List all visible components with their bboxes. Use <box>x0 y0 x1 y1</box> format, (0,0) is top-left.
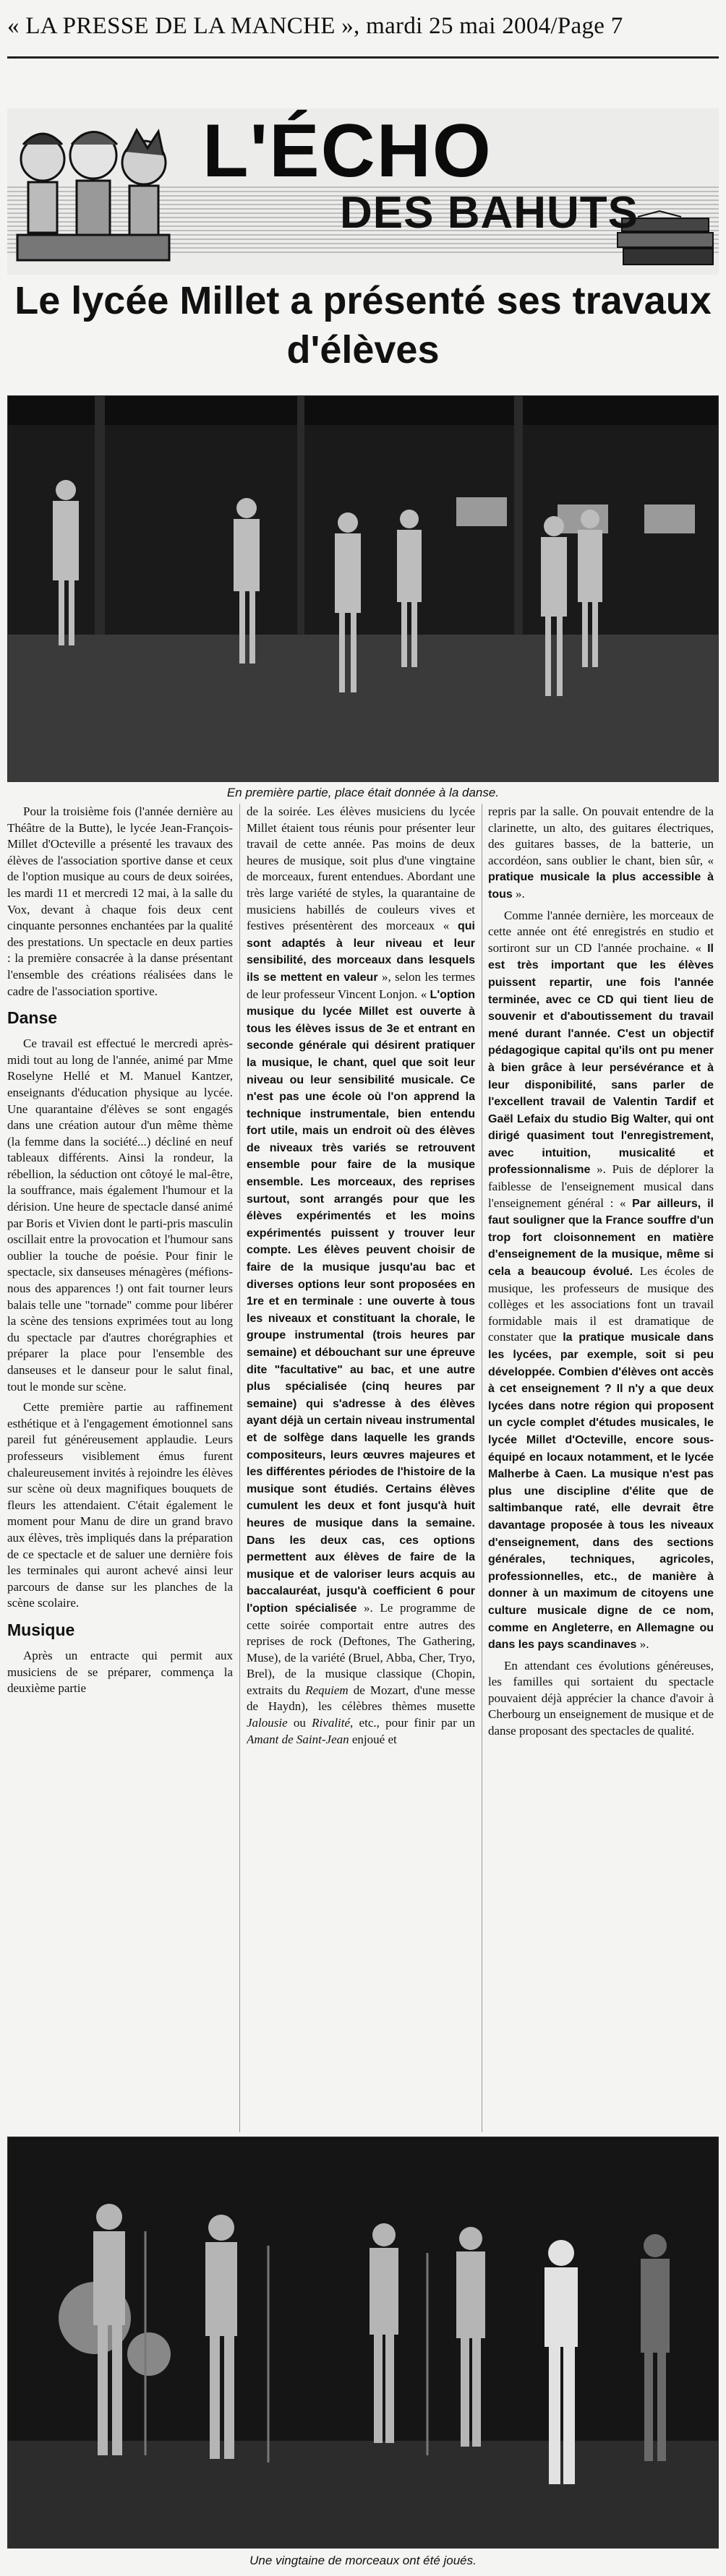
photo-caption-top: En première partie, place était donnée à la danse. <box>226 786 500 799</box>
text-run: ». Puis de déplorer la faiblesse de l'enseignement musical dans l'enseignement général : « <box>488 1162 714 1210</box>
subheading-musique: Musique <box>7 1620 75 1639</box>
text-run: Les écoles de musique, les professeurs de musique des collèges et les associations font un travail formidable mais il est dramatique de constater que <box>488 1264 714 1344</box>
article-column-1 <box>7 804 233 2132</box>
work-title: Requiem <box>305 1683 349 1697</box>
text-run: , etc., pour finir par un <box>350 1716 475 1730</box>
text-run: de la soirée. Les élèves musiciens du lycée Millet étaient tous réunis pour présenter leur travail de cette année. Pas moins de deux heures de musique, soit plus d'une vingtaine de morceaux, furent entendues. Abordant une très large variété de styles, la quarantaine de musiciens habillés de couleurs vives et festives présentèrent des morceaux « <box>247 804 475 933</box>
text-run: ». <box>636 1637 649 1652</box>
text-run: repris par la salle. On pouvait entendre de la clarinette, un alto, des guitares électriques, des guitares basses, de la batterie, un accordéon, sans oublier le chant, bien sûr, « <box>488 804 714 867</box>
work-title: Amant de Saint-Jean <box>247 1732 349 1746</box>
quote-bold: L'option musique du lycée Millet est ouverte à tous les élèves issus de 3e et entrant en seconde générale qui désirent pratiquer la musique, le chant, quel que soit leur niveau ou leur sensibilité musicale. Ce n'est pas une école où l'on apprend la technique instrumentale, bien entendu fort utile, mais un endroit où des élèves de niveaux très variés se retrouvent ensemble pour faire de la musique ensemble. Les morceaux, des reprises surtout, sont arrangés pour que les élèves expérimentés et les moins expérimentés puissent y trouver leur compte. Les élèves peuvent choisir de faire de la musique jusqu'au bac et diverses options leur sont proposées en 1re et en terminale : une ouverte à tous les niveaux et constituant la chorale, le groupe instrumental (trois heures par semaine) et débouchant sur une épreuve dite "facultative" au bac, et une autre plus spécialisée (cinq heures par semaine) qui s'adresse à des élèves ayant déjà un certain niveau instrumental et de solfège dans laquelle les grands compositeurs, leurs œuvres majeures et les différentes périodes de l'histoire de la musique sont étudiés. Certains élèves cumulent les deux et font jusqu'à huit heures de musique dans la semaine. Dans les deux cas, ces options permettent aux élèves de faire de la musique et de valoriser leurs acquis au baccalauréat, jusqu'à coefficient 6 pour l'option spécialisée <box>247 988 475 1615</box>
quote-bold: Il est très important que les élèves puissent repartir, une fois l'année terminée, avec ce CD qui tient lieu de souvenir et d'aboutissement du travail mené durant l'année. C'est un objectif pédagogique capital qu'ils ont pu mener à bien grâce à leur persévérance et à leur disponibilité, sans parler de l'excellent travail de Valentin Tardif et Gaël Lefaix du studio Big Walter, qui ont dirigé quasiment tout l'enregistrement, avec intuition, musicalité et professionnalisme <box>488 942 714 1177</box>
text-run: ». <box>512 886 525 901</box>
text-run: », selon les termes de leur professeur Vincent Lonjon. « <box>247 969 475 1001</box>
paragraph <box>247 804 475 1748</box>
paragraph: Ce travail est effectué le mercredi après-midi tout au long de l'année, animé par Mme Roselyne Hellé et M. Manuel Kantzer, enseignants d'éducation physique au lycée. Une quarantaine d'élèves se sont engagés dans une création autour d'un même thème (la femme dans la société...) décliné en neuf tableaux différents. Ainsi la rondeur, la rébellion, la séduction ont côtoyé le mal-être, la souffrance, mais également l'humour et la dérision. Une heure de spectacle dansé animé par Boris et Vivien dont le parti-pris masculin oscillait entre la provocation et l'humour sans oublier la touche de poésie. Pour finir le spectacle, six danseuses ménagères (méfions-nous des apparences !) ont fait tourner leurs balais telle une "tornade" comme pour libérer la scène des tensions exprimées tout au long du spectacle par d'autres chorégraphies et préparer la place pour l'ensemble des danseuses et le danseur pour le salut final, tout le monde sur scène. <box>7 1036 233 1394</box>
text-run: Comme l'année dernière, les morceaux de cette année ont été enregistrés en studio et sortiront sur un CD l'année prochaine. « <box>488 908 714 955</box>
quote-bold: qui sont adaptés à leur niveau et leur sensibilité, des morceaux dans lesquels ils se mettent en valeur <box>247 920 475 984</box>
text-run: ou <box>287 1716 312 1730</box>
quote-bold: pratique musicale la plus accessible à tous <box>488 871 714 901</box>
kids-illustration <box>10 116 176 267</box>
paragraph: En attendant ces évolutions généreuses, les familles qui sortaient du spectacle pouvaient déjà apprécier la chance d'avoir à Cherbourg un enseignement de musique et de danse proposant des spectacles de qualité. <box>488 1658 714 1738</box>
text-run: enjoué et <box>349 1732 397 1746</box>
work-title: Rivalité <box>312 1716 351 1730</box>
dance-photo <box>7 395 719 782</box>
music-photo <box>7 2137 719 2549</box>
subheading-danse: Danse <box>7 1008 58 1028</box>
text-run: de Mozart, d'une messe de Haydn), les célèbres thèmes musette <box>247 1683 475 1714</box>
section-subtitle: DES BAHUTS <box>340 188 639 238</box>
text-run: ». Le programme de cette soirée comportait entre autres des reprises de rock (Deftones, The Gathering, Muse), de la variété (Bruel, Abba, Cher, Tryo, Brel), de la musique classique (Chopin, extraits du <box>247 1600 475 1697</box>
work-title: Jalousie <box>247 1716 288 1730</box>
paragraph <box>488 804 714 903</box>
section-title: L'ÉCHO <box>202 109 492 193</box>
paragraph: Pour la troisième fois (l'année dernière au Théâtre de la Butte), le lycée Jean-François-Millet d'Octeville a présenté les travaux des élèves de l'association sportive danse et ceux de l'option musique au cours de deux soirées, les mardi 11 et mercredi 12 mai, à la salle du Vox, devant à chaque fois deux cent cinquante personnes enchantées par la qualité des prestations. Un spectacle en deux parties : la première consacrée à la danse présentant l'ensemble des créations réalisées dans le cadre de l'association sportive. <box>7 804 233 998</box>
article-column-3 <box>488 804 714 2132</box>
article-headline: Le lycée Millet a présenté ses travaux d'élèves <box>14 279 712 372</box>
column-divider <box>239 804 240 2132</box>
quote-bold: la pratique musicale dans les lycées, par exemple, soit si peu développée. Combien d'élèves ont accès à cet enseignement ? Il n'y a que deux lycées dans notre région qui proposent un cycle complet d'études musicales, le lycée Millet d'Octeville, encore sous-équipé en locaux notamment, et le lycée Malherbe à Caen. La musique n'est pas plus une discipline d'élite que de saltimbanque raté, elle devrait être davantage proposée à tous les niveaux d'enseignement, dans des sections générales, techniques, agricoles, professionnelles, etc., de manière à donner à un maximum de citoyens une culture musicale digne de ce nom, comme en Angleterre, en Allemagne ou dans les pays scandinaves <box>488 1331 714 1652</box>
newspaper-header: « LA PRESSE DE LA MANCHE », mardi 25 mai 2004/Page 7 <box>7 13 623 39</box>
header-rule <box>7 56 719 59</box>
paragraph: Cette première partie au raffinement esthétique et à l'engagement émotionnel sans pareil fut généreusement applaudie. Leurs professeurs visiblement émus furent chaleureusement invités à rejoindre les élèves sur scène où deux magnifiques bouquets de fleurs les attendaient. C'était également le moment pour Manu de dire un grand bravo aux élèves, très impliqués dans la préparation de ce spectacle et de saluer une dernière fois les terminales qui auront achevé ainsi leur parcours de danse sur les planches de la scène scolaire. <box>7 1400 233 1610</box>
paragraph: Après un entracte qui permit aux musiciens de se préparer, commença la deuxième partie <box>7 1648 233 1696</box>
section-banner <box>7 108 719 275</box>
quote-bold: Par ailleurs, il faut souligner que la France souffre d'un trop fort cloisonnement en matière d'enseignement de la musique, même si cela a beaucoup évolué. <box>488 1197 714 1279</box>
photo-caption-bottom: Une vingtaine de morceaux ont été joués. <box>249 2554 477 2567</box>
article-column-2 <box>247 804 475 2132</box>
paragraph <box>488 908 714 1654</box>
